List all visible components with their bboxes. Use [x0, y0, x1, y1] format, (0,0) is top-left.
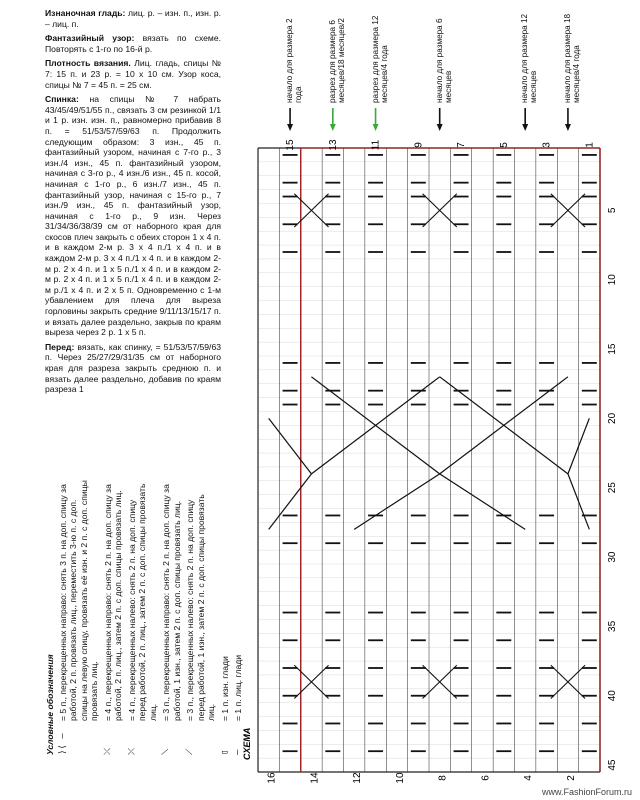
legend-item: [185, 475, 217, 755]
column-number-bottom: 12: [352, 772, 364, 784]
column-number: 11: [370, 139, 382, 151]
lattice-line: [354, 474, 440, 529]
chart-svg: [230, 0, 640, 800]
p2-label: Фантазийный узор:: [45, 33, 135, 44]
watermark: www.FashionForum.ru: [541, 787, 632, 797]
legend-text: = 4 п., перекрещенных налево: снять 2 п. на доп. спицу перед работой, 2 п. лиц., затем 2 п. с доп. спицы провязать лиц.: [126, 483, 158, 721]
column-number-bottom: 14: [309, 772, 321, 784]
legend-items: [58, 475, 244, 755]
chart-title: СХЕМА: [242, 727, 252, 760]
row-number: 35: [607, 620, 618, 632]
column-number-bottom: 4: [523, 775, 535, 781]
size-note: начало для размера 12 месяцев: [520, 11, 539, 103]
size-note: разрез для размера 6 месяцев/18 месяцев/2: [327, 17, 346, 103]
size-note: начало для размера 18 месяцев/4 года: [562, 11, 581, 103]
size-arrow-head: [330, 124, 336, 131]
size-arrow-head: [437, 124, 443, 131]
legend-item: [127, 475, 159, 755]
legend-symbol-icon: ⤫: [102, 747, 113, 755]
column-number: 7: [456, 142, 468, 148]
p5-body: вязать, как спинку, = 51/53/57/59/63 п. Через 25/27/29/31/35 см от наборного края для разреза закрыть среднюю п. и вязать далее раздельно, добавив по краям разреза 1: [45, 341, 221, 395]
lattice-line: [269, 418, 312, 473]
column-number: 9: [413, 142, 425, 148]
size-arrow-head: [287, 124, 293, 131]
p3-label: Плотность вязания.: [45, 58, 131, 69]
size-note: начало для размера 6 месяцев: [434, 16, 453, 103]
legend-item: [58, 475, 100, 755]
lattice-line: [269, 474, 312, 529]
legend-text: = 1 п. изн. глади: [219, 656, 230, 721]
row-number: 45: [607, 759, 618, 771]
column-number: 3: [541, 142, 553, 148]
size-arrow-head: [522, 124, 528, 131]
size-arrow-head: [565, 124, 571, 131]
row-number: 40: [607, 690, 618, 702]
column-number-bottom: 16: [266, 772, 278, 784]
column-number: 1: [584, 142, 596, 148]
legend-symbol-icon: ⟍: [161, 748, 171, 755]
column-number-bottom: 2: [565, 775, 577, 781]
legend-title: Условные обозначения: [45, 654, 55, 755]
legend-text: = 1 п. лиц. глади: [233, 654, 243, 721]
legend-text: = 3 п., перекрещенных направо: снять 2 п. на доп. спицу за работой, 1 изн., затем 2 п. с доп. спицы провязать лиц.: [161, 484, 182, 721]
legend-symbol-icon: ⟩⟨ ‒: [57, 733, 68, 755]
size-note: разрез для размера 12 месяцев/4 года: [370, 13, 389, 103]
legend-symbol-icon: ▯: [219, 749, 230, 755]
size-note: начало для размера 2 года: [285, 16, 304, 103]
legend-item: [220, 475, 231, 755]
legend: [45, 475, 245, 755]
row-number: 10: [607, 274, 618, 286]
legend-symbol-icon: ‒: [233, 749, 243, 755]
p2-body: вязать по схеме. Повторять с 1-го по 16-й р.: [45, 33, 221, 54]
column-number: 15: [285, 139, 297, 151]
size-arrow-head: [373, 124, 379, 131]
column-number: 13: [327, 139, 339, 151]
row-number: 15: [607, 343, 618, 355]
legend-text: = 4 п., перекрещенных направо: снять 2 п. на доп. спицу за работой, 2 п. лиц., затем 2 п. с доп. спицы провязать лиц.: [102, 484, 123, 721]
p1-label: Изнаночная гладь:: [45, 8, 126, 18]
legend-text: = 3 п., перекрещенных налево: снять 2 п. на доп. спицу перед работой, 1 изн., затем 2 п. с доп. спицы провязать лиц.: [185, 494, 216, 721]
row-number: 30: [607, 551, 618, 563]
p1-body: лиц. р. – изн. п., изн. р. – лиц. п.: [45, 8, 221, 29]
legend-item: [103, 475, 124, 755]
row-number: 25: [607, 482, 618, 494]
column-number-bottom: 10: [394, 772, 406, 784]
p4-body: на спицы № 7 набрать 43/45/49/51/55 п., связать 3 см резинкой 1/1 и 1 р. изн. изн. п., равномерно прибавив 8 п. = 51/53/57/59/63 п. Продолжить следующим образом: 3 изн., 45 п. фантазийный узором, начиная с 7-го р., 3 изн./4 изн., 45 п. фантазийный узором, начиная с 3-го р., 4 изн./6 изн., 45 п. косой, начиная с 1-го р., 6 изн./7 изн., 45 п. фантазийный узор, начиная с 15-го р., 7 изн./9 изн., 45 п. фантазийный узор, начиная с 1-го р., 9 изн. Через 31/34/36/38/39 см от наборного края для скосов плеч закрыть с обеих сторон 1 х 4 п. и в каждом 2-м р. 3 х 4 п./1 х 4 п. и в каждом 2-м р. 3 х 4 п./1 х 4 п. и в каждом 2-м р. 2 х 4 п. и 1 х 5 п./1 х 4 п. и в каждом 2-м р. 2 х 4 п. и 1 х 5 п./1 х 4 п. и в каждом 2-м р./1 х 4 п. и 2 х 5 п. Одновременно с 1-м убавлением для плеча для выреза горловины закрыть средние 9/11/13/15/17 п. и вязать далее раздельно, закрыв по краям выреза через 2 р. 1 х 5 п.: [45, 94, 221, 338]
lattice-line: [440, 474, 526, 529]
row-number: 5: [607, 207, 618, 214]
legend-item: [161, 475, 182, 755]
legend-symbol-icon: ⟋: [185, 748, 195, 755]
knitting-chart: [230, 0, 640, 800]
column-number-bottom: 6: [480, 775, 492, 781]
legend-symbol-icon: ⤬: [126, 747, 137, 755]
column-number: 5: [498, 142, 510, 148]
row-number: 20: [607, 412, 618, 424]
p3-body: Лиц. гладь, спицы № 7: 15 п. и 23 р. = 10 х 10 см. Узор коса, спицы № 7 = 45 п. = 25 см.: [45, 58, 222, 90]
column-number-bottom: 8: [437, 775, 449, 781]
p5-label: Перед:: [45, 341, 75, 352]
legend-text: = 5 п., перекрещенных направо: снять 3 п. на доп. спицу за работой, 2 п. провязать лиц., переместить 3-ю п. с доп. спицы на левую спицу, провязать её изн. и 2 п. с доп. спицы провязать лиц.: [57, 480, 99, 721]
p4-label: Спинка:: [45, 94, 79, 105]
instructions-text: [45, 8, 221, 399]
